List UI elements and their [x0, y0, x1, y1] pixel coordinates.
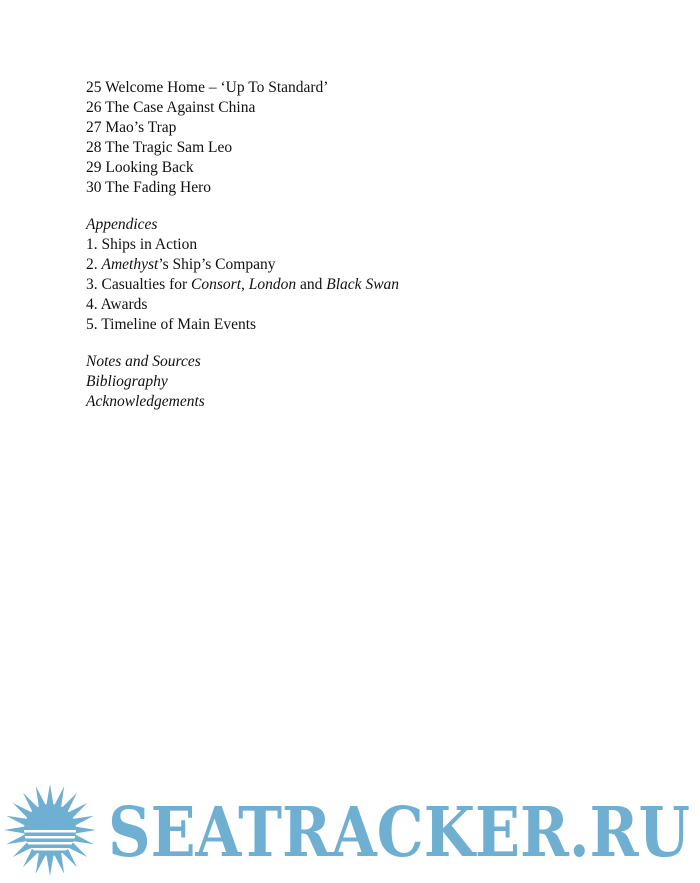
bibliography: Bibliography: [86, 373, 168, 390]
appendix-4: 4. Awards: [86, 296, 148, 313]
section-gap: [86, 335, 399, 352]
chapter-25: 25 Welcome Home – ‘Up To Standard’: [86, 79, 329, 96]
ship-name-black-swan: Black Swan: [326, 276, 400, 293]
section-gap: [86, 198, 399, 215]
chapter-26: 26 The Case Against China: [86, 99, 256, 116]
ship-name-consort: Consort,: [191, 276, 245, 293]
chapter-28: 28 The Tragic Sam Leo: [86, 139, 233, 156]
chapter-29: 29 Looking Back: [86, 159, 194, 176]
notes-and-sources: Notes and Sources: [86, 353, 201, 370]
acknowledgements: Acknowledgements: [86, 393, 205, 410]
appendix-2: 2. Amethyst’s Ship’s Company: [86, 256, 276, 273]
chapter-30: 30 The Fading Hero: [86, 179, 211, 196]
table-of-contents: [86, 78, 399, 412]
appendix-5: 5. Timeline of Main Events: [86, 316, 257, 333]
ship-name-london: London: [248, 276, 297, 293]
watermark-text: SEATRACKER.RU: [108, 793, 690, 873]
appendices-heading: Appendices: [86, 216, 158, 233]
ship-name-amethyst: Amethyst: [101, 256, 159, 273]
sun-over-sea-icon: [4, 784, 96, 876]
watermark: [0, 776, 700, 883]
chapter-27: 27 Mao’s Trap: [86, 119, 177, 136]
appendix-1: 1. Ships in Action: [86, 236, 198, 253]
appendix-3: 3. Casualties for Consort, London and Black Swan: [86, 276, 400, 293]
